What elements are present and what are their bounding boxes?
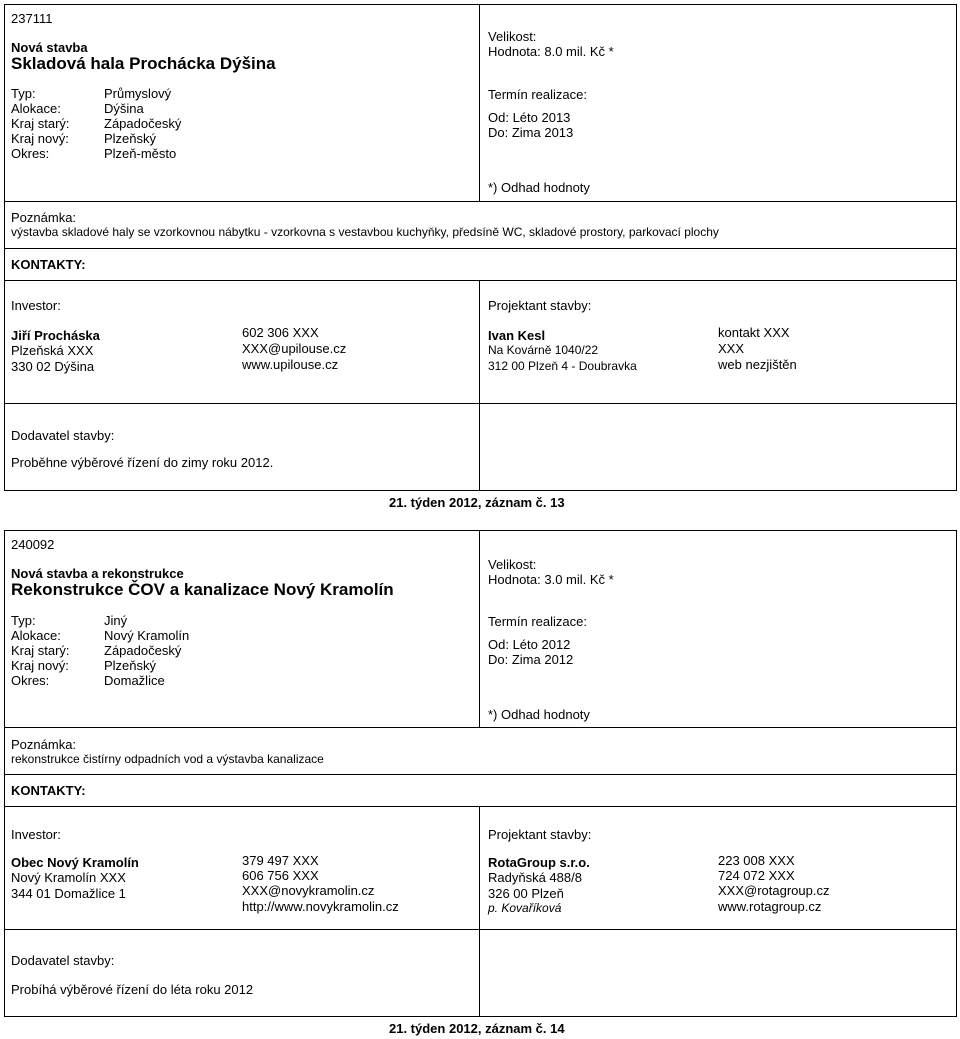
note-label: Poznámka:	[11, 210, 77, 225]
investor-city: 344 01 Domažlice 1	[11, 886, 126, 901]
district-label: Okres:	[11, 146, 50, 161]
contacts-divider	[4, 280, 957, 281]
note-text: výstavba skladové haly se vzorkovnou nábytku - vzorkovna s vestavbou kuchyňky, předsíně WC, skladové prostory, parkovací plochy	[11, 225, 719, 239]
contacts-label: KONTAKTY:	[11, 257, 86, 272]
investor-email: XXX@upilouse.cz	[242, 341, 347, 356]
contacts-divider	[4, 806, 957, 807]
designer-name: RotaGroup s.r.o.	[488, 855, 590, 870]
investor-web: http://www.novykramolin.cz	[242, 899, 399, 914]
size-label: Velikost:	[488, 557, 537, 572]
designer-label: Projektant stavby:	[488, 827, 592, 842]
investor-email: XXX@novykramolin.cz	[242, 883, 375, 898]
size-label: Velikost:	[488, 29, 537, 44]
new-region-label: Kraj nový:	[11, 658, 69, 673]
designer-web: www.rotagroup.cz	[718, 899, 822, 914]
supplier-text: Proběhne výběrové řízení do zimy roku 2012.	[11, 455, 274, 470]
investor-mobile: 606 756 XXX	[242, 868, 319, 883]
new-region-value: Plzeňský	[104, 658, 157, 673]
type-value: Průmyslový	[104, 86, 172, 101]
allocation-value: Dýšina	[104, 101, 144, 116]
supplier-label: Dodavatel stavby:	[11, 428, 115, 443]
designer-email: XXX@rotagroup.cz	[718, 883, 830, 898]
record-footer: 21. týden 2012, záznam č. 13	[389, 495, 565, 510]
new-region-label: Kraj nový:	[11, 131, 69, 146]
contacts-box	[4, 248, 957, 404]
allocation-label: Alokace:	[11, 628, 61, 643]
column-divider	[479, 806, 480, 930]
designer-phone: 223 008 XXX	[718, 853, 795, 868]
designer-contact: kontakt XXX	[718, 325, 790, 340]
column-divider	[479, 530, 480, 728]
supplier-label: Dodavatel stavby:	[11, 953, 115, 968]
record-title: Skladová hala Prochácka Dýšina	[11, 54, 276, 73]
realization-to: Do: Zima 2012	[488, 652, 574, 667]
record-header-box	[4, 4, 957, 202]
record-id: 240092	[11, 537, 55, 552]
value-estimate: Hodnota: 8.0 mil. Kč *	[488, 44, 614, 59]
designer-label: Projektant stavby:	[488, 298, 592, 313]
district-value: Domažlice	[104, 673, 165, 688]
designer-web: web nezjištěn	[718, 357, 797, 372]
estimate-note: *) Odhad hodnoty	[488, 180, 590, 195]
realization-label: Termín realizace:	[488, 614, 587, 629]
investor-name: Jiří Procháska	[11, 328, 100, 343]
allocation-label: Alokace:	[11, 101, 61, 116]
record-title: Rekonstrukce ČOV a kanalizace Nový Kramolín	[11, 580, 394, 599]
designer-name: Ivan Kesl	[488, 328, 546, 343]
designer-contact-person: p. Kovaříková	[488, 901, 562, 915]
record-id: 237111	[11, 11, 53, 26]
type-label: Typ:	[11, 613, 36, 628]
record-kind: Nová stavba a rekonstrukce	[11, 566, 184, 581]
column-divider	[479, 4, 480, 202]
estimate-note: *) Odhad hodnoty	[488, 707, 590, 722]
type-value: Jiný	[104, 613, 128, 628]
supplier-box	[4, 929, 957, 1017]
supplier-text: Probíhá výběrové řízení do léta roku 2012	[11, 982, 254, 997]
old-region-label: Kraj starý:	[11, 643, 70, 658]
contacts-label: KONTAKTY:	[11, 783, 86, 798]
realization-to: Do: Zima 2013	[488, 125, 574, 140]
note-text: rekonstrukce čistírny odpadních vod a výstavba kanalizace	[11, 752, 324, 766]
investor-phone: 602 306 XXX	[242, 325, 319, 340]
investor-web: www.upilouse.cz	[242, 357, 339, 372]
note-label: Poznámka:	[11, 737, 77, 752]
column-divider	[479, 403, 480, 491]
designer-address: Na Kovárně 1040/22	[488, 343, 599, 357]
record-kind: Nová stavba	[11, 40, 88, 55]
designer-phone: XXX	[718, 341, 745, 356]
investor-label: Investor:	[11, 827, 61, 842]
investor-city: 330 02 Dýšina	[11, 359, 95, 374]
designer-city: 326 00 Plzeň	[488, 886, 564, 901]
column-divider	[479, 280, 480, 404]
supplier-box	[4, 403, 957, 491]
investor-name: Obec Nový Kramolín	[11, 855, 139, 870]
old-region-label: Kraj starý:	[11, 116, 70, 131]
investor-address: Plzeňská XXX	[11, 343, 94, 358]
realization-label: Termín realizace:	[488, 87, 587, 102]
old-region-value: Západočeský	[104, 643, 182, 658]
old-region-value: Západočeský	[104, 116, 182, 131]
new-region-value: Plzeňský	[104, 131, 157, 146]
value-estimate: Hodnota: 3.0 mil. Kč *	[488, 572, 614, 587]
note-box	[4, 727, 957, 775]
type-label: Typ:	[11, 86, 36, 101]
designer-address: Radyňská 488/8	[488, 870, 582, 885]
realization-from: Od: Léto 2012	[488, 637, 571, 652]
investor-label: Investor:	[11, 298, 61, 313]
realization-from: Od: Léto 2013	[488, 110, 571, 125]
district-value: Plzeň-město	[104, 146, 177, 161]
column-divider	[479, 929, 480, 1017]
designer-mobile: 724 072 XXX	[718, 868, 795, 883]
allocation-value: Nový Kramolín	[104, 628, 190, 643]
investor-phone: 379 497 XXX	[242, 853, 319, 868]
investor-address: Nový Kramolín XXX	[11, 870, 126, 885]
designer-city: 312 00 Plzeň 4 - Doubravka	[488, 359, 637, 373]
district-label: Okres:	[11, 673, 50, 688]
record-footer: 21. týden 2012, záznam č. 14	[389, 1021, 565, 1036]
